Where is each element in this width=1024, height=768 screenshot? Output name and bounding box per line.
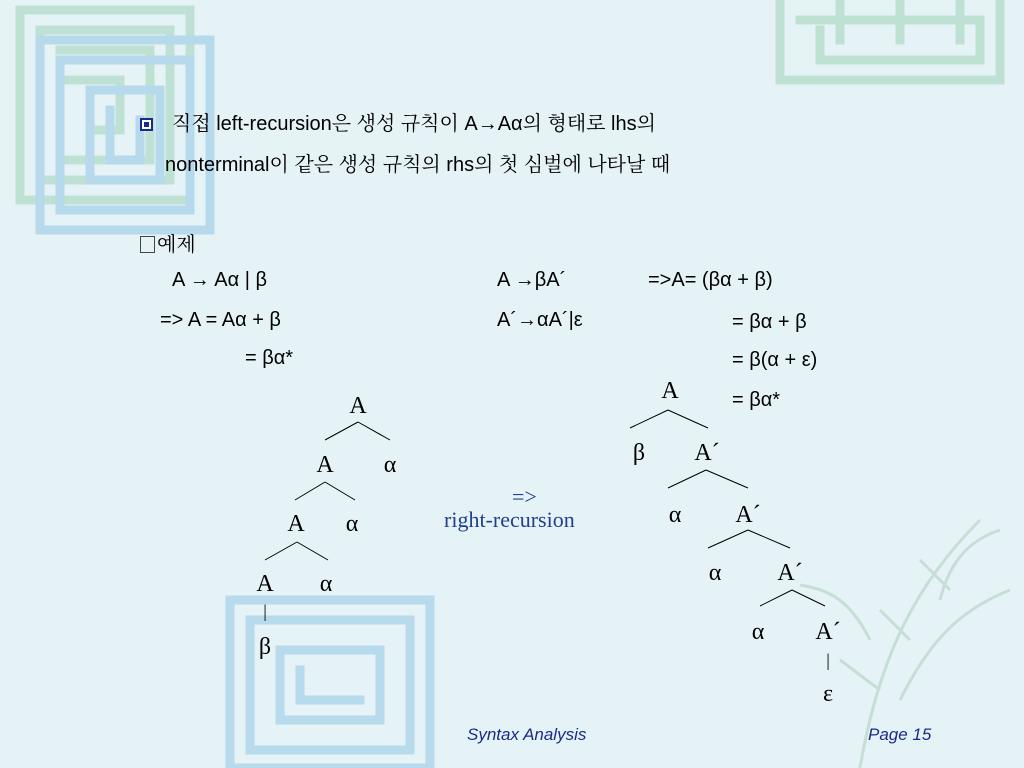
right-tree-root: A (661, 378, 679, 404)
right-eq-2: = βα + β (732, 311, 807, 333)
right-tree-aprime4: A´ (815, 619, 841, 645)
example-heading (140, 233, 196, 257)
check-box-icon (140, 236, 155, 253)
right-tree-aprime1: A´ (694, 440, 720, 466)
bullet-line-2: nonterminal이 같은 생성 규칙의 rhs의 첫 심벌에 나타날 때 (165, 154, 671, 176)
example-heading-label: 예제 (157, 234, 196, 256)
left-tree-beta: β (258, 634, 272, 660)
bullet-marker (140, 118, 153, 131)
left-tree-a1: A (316, 452, 334, 478)
left-tree-alpha3: α (319, 571, 333, 597)
left-tree-root: A (349, 393, 367, 419)
right-eq-3: = β(α + ε) (732, 349, 818, 371)
left-tree-bar: | (263, 601, 267, 621)
mid-rule-1: A →βA´ (497, 269, 567, 291)
left-rule-1: A → Aα | β (172, 269, 267, 291)
left-tree-a2: A (287, 511, 305, 537)
footer-page-number: Page 15 (868, 725, 932, 744)
transform-arrow: => (512, 484, 537, 509)
right-tree-alpha1: α (668, 502, 682, 528)
left-rule-3: = βα* (245, 347, 294, 369)
bullet-line-1: 직접 left-recursion은 생성 규칙이 A→Aα의 형태로 lhs의 (172, 113, 656, 135)
mid-rule-2: A´→αA´|ε (497, 309, 583, 331)
right-eq-1: =>A= (βα + β) (648, 269, 773, 291)
right-tree-aprime3: A´ (777, 560, 803, 586)
left-tree-alpha2: α (345, 511, 359, 537)
right-tree-alpha2: α (708, 560, 722, 586)
right-tree-aprime2: A´ (735, 502, 761, 528)
right-eq-4: = βα* (732, 389, 781, 411)
right-tree-beta: β (632, 440, 646, 466)
left-tree-alpha1: α (383, 452, 397, 478)
right-tree-alpha3: α (751, 619, 765, 645)
left-tree-a3: A (256, 571, 274, 597)
right-tree-epsilon: ε (822, 681, 834, 707)
transform-caption: right-recursion (444, 507, 575, 532)
right-tree-bar: | (826, 650, 830, 670)
footer-title: Syntax Analysis (467, 725, 587, 744)
left-rule-2: => A = Aα + β (160, 309, 281, 331)
